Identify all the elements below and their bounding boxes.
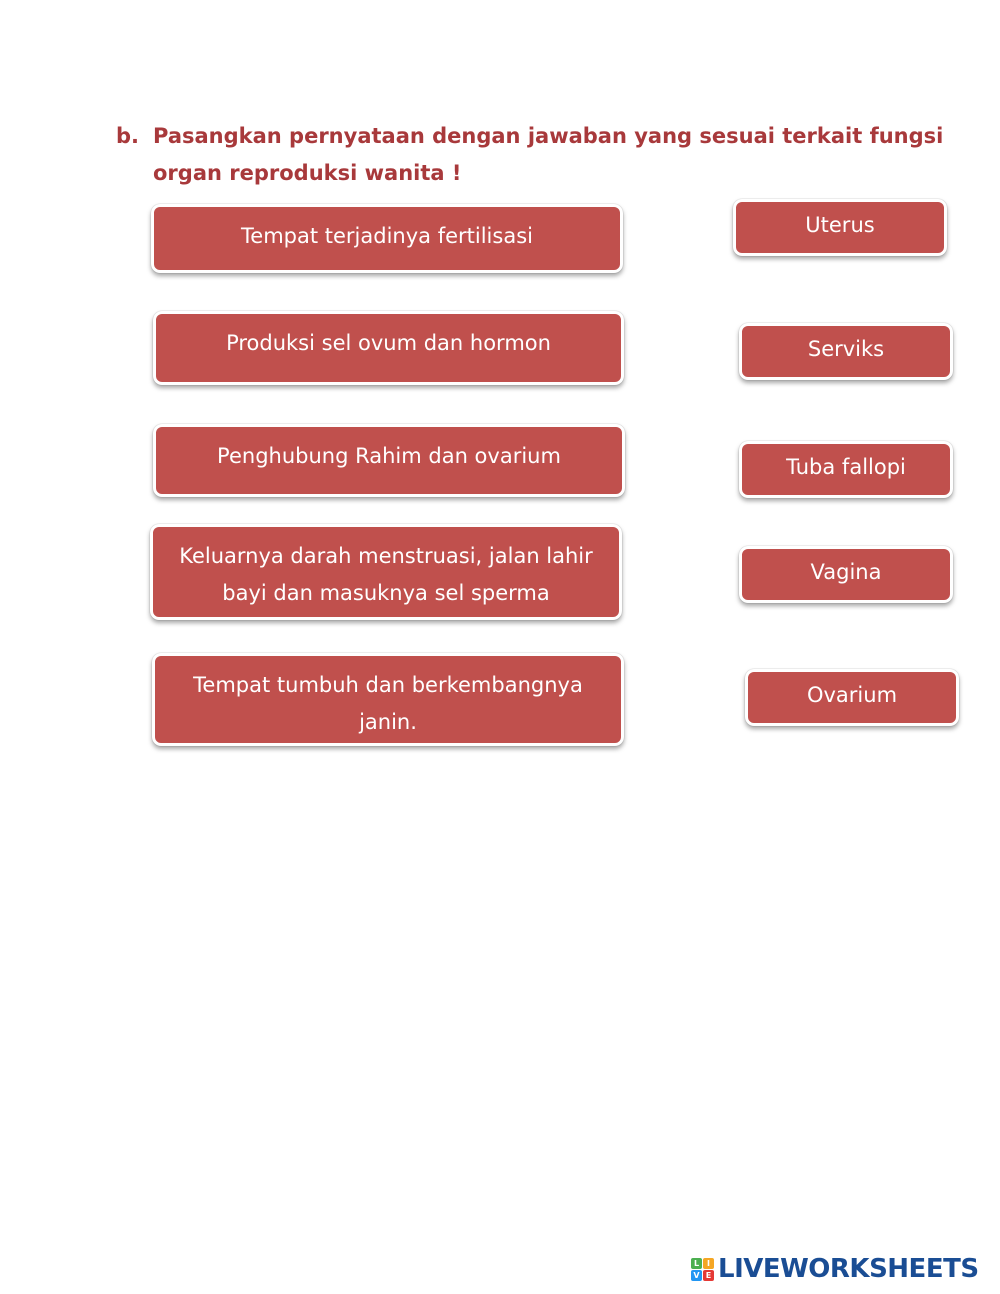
statement-box-produksi[interactable] [153, 311, 624, 385]
logo-icon-cell: I [703, 1258, 714, 1269]
question-marker: b. [116, 124, 140, 148]
answer-label: Serviks [807, 337, 885, 361]
logo-icon-cell: E [703, 1270, 714, 1281]
statement-text-line-2: janin. [359, 710, 417, 734]
answer-label: Vagina [810, 560, 882, 584]
answer-label: Ovarium [806, 683, 898, 707]
answer-label: Tuba fallopi [786, 455, 906, 479]
statement-box-fertilisasi[interactable] [151, 204, 623, 273]
statement-text-line-2: bayi dan masuknya sel sperma [222, 581, 550, 605]
statement-text-line-1: Penghubung Rahim dan ovarium [217, 444, 561, 468]
answer-box-serviks[interactable] [739, 323, 953, 380]
answer-box-tuba-fallopi[interactable] [739, 441, 953, 498]
statement-text-line-1: Produksi sel ovum dan hormon [226, 331, 551, 355]
statement-text-line-1: Keluarnya darah menstruasi, jalan lahir [179, 544, 593, 568]
question-line-1-text: Pasangkan pernyataan dengan jawaban yang sesuai terkait fungsi [153, 124, 944, 148]
statement-box-keluarnya[interactable] [150, 524, 622, 620]
question-text [116, 118, 944, 192]
liveworksheets-logo [691, 1251, 979, 1287]
question-line-2: organ reproduksi wanita ! [153, 161, 462, 185]
question-line-1 [116, 118, 944, 155]
logo-text: LIVEWORKSHEETS [718, 1254, 979, 1284]
logo-icon-cell: V [691, 1270, 702, 1281]
answer-box-vagina[interactable] [739, 546, 953, 603]
logo-icon-cell: L [691, 1258, 702, 1269]
liveworksheets-logo-icon [691, 1258, 714, 1281]
answer-box-ovarium[interactable] [745, 669, 959, 726]
answer-label: Uterus [805, 213, 875, 237]
statement-box-penghubung[interactable] [153, 424, 625, 497]
statement-box-tempat-tumbuh[interactable] [152, 653, 624, 746]
statement-text-line-1: Tempat terjadinya fertilisasi [241, 224, 533, 248]
statement-text-line-1: Tempat tumbuh dan berkembangnya [193, 673, 583, 697]
answer-box-uterus[interactable] [733, 199, 947, 256]
